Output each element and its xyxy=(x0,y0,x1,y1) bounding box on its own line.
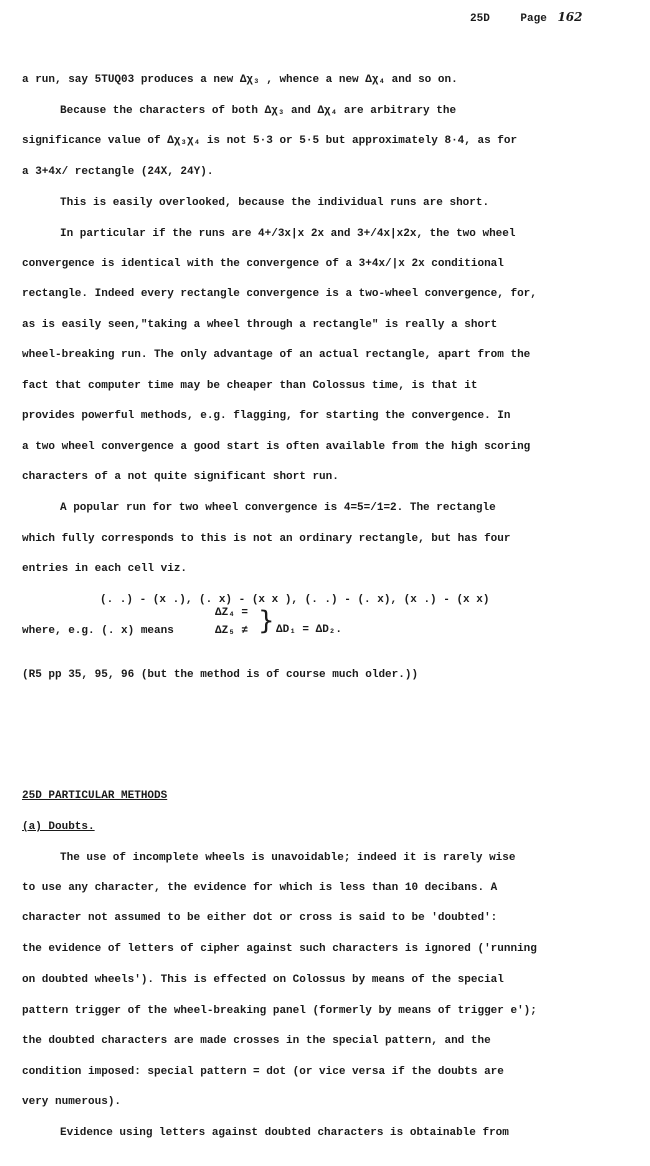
text-line: In particular if the runs are 4+/3x|x 2x and 3+/4x|x2x, the two wheel xyxy=(60,228,516,240)
text-line: very numerous). xyxy=(22,1096,122,1108)
formula-conditions xyxy=(215,606,248,638)
text-line: a run, say 5TUQ03 produces a new Δχ₃ , whence a new Δχ₄ and so on. xyxy=(22,74,458,86)
text-line: rectangle. Indeed every rectangle convergence is a two-wheel convergence, for, xyxy=(22,288,537,300)
formula-bottom: ΔZ₅ ≠ xyxy=(215,625,249,637)
text-line: convergence is identical with the convergence of a 3+4x/|x 2x conditional xyxy=(22,258,504,270)
text-line: (R5 pp 35, 95, 96 (but the method is of course much older.)) xyxy=(22,669,419,681)
text-line: to use any character, the evidence for which is less than 10 decibans. A xyxy=(22,882,498,894)
text-line: a two wheel convergence a good start is often available from the high scoring xyxy=(22,441,531,453)
text-line: provides powerful methods, e.g. flagging, for starting the convergence. In xyxy=(22,410,511,422)
formula-top: ΔZ₄ = xyxy=(215,607,249,619)
formula-result: ΔD₁ = ΔD₂. xyxy=(276,624,343,636)
text-line: Evidence using letters against doubted characters is obtainable from xyxy=(60,1127,509,1139)
text-line: characters of a not quite significant short run. xyxy=(22,471,339,483)
text-line: A popular run for two wheel convergence is 4=5=/1=2. The rectangle xyxy=(60,502,496,514)
text-line: wheel-breaking run. The only advantage of an actual rectangle, apart from the xyxy=(22,349,531,361)
text-line: a 3+4x/ rectangle (24X, 24Y). xyxy=(22,166,214,178)
subsection-heading xyxy=(22,820,95,834)
section-code: 25D xyxy=(470,13,490,25)
text-line: Because the characters of both Δχ₃ and Δχ₄ are arbitrary the xyxy=(60,105,457,117)
section-heading: 25D PARTICULAR METHODS xyxy=(22,790,168,802)
text-line: pattern trigger of the wheel-breaking panel (formerly by means of trigger e'); xyxy=(22,1005,537,1017)
page-label: Page xyxy=(520,13,547,25)
text-line: significance value of Δχ₃χ₄ is not 5·3 or 5·5 but approximately 8·4, as for xyxy=(22,135,518,147)
text-line: fact that computer time may be cheaper than Colossus time, is that it xyxy=(22,380,478,392)
text-line: character not assumed to be either dot or cross is said to be 'doubted': xyxy=(22,912,498,924)
text-line: This is easily overlooked, because the individual runs are short. xyxy=(60,197,490,209)
text-line: condition imposed: special pattern = dot (or vice versa if the doubts are xyxy=(22,1066,504,1078)
subsection-heading-text: (a) Doubts. xyxy=(22,821,95,833)
text-line: on doubted wheels'). This is effected on Colossus by means of the special xyxy=(22,974,504,986)
page-number: 162 xyxy=(557,10,583,24)
text-line: (. .) - (x .), (. x) - (x x ), (. .) - (. x), (x .) - (x x) xyxy=(100,594,490,606)
text-line: where, e.g. (. x) means xyxy=(22,625,174,637)
text-line: The use of incomplete wheels is unavoidable; indeed it is rarely wise xyxy=(60,852,516,864)
text-line: entries in each cell viz. xyxy=(22,563,188,575)
formula-brace: } xyxy=(258,606,275,636)
text-line: as is easily seen,"taking a wheel through a rectangle" is really a short xyxy=(22,319,498,331)
text-line: which fully corresponds to this is not an ordinary rectangle, but has four xyxy=(22,533,511,545)
text-line: the evidence of letters of cipher against such characters is ignored ('running xyxy=(22,943,537,955)
page-header xyxy=(470,10,583,25)
text-line: the doubted characters are made crosses in the special pattern, and the xyxy=(22,1035,491,1047)
